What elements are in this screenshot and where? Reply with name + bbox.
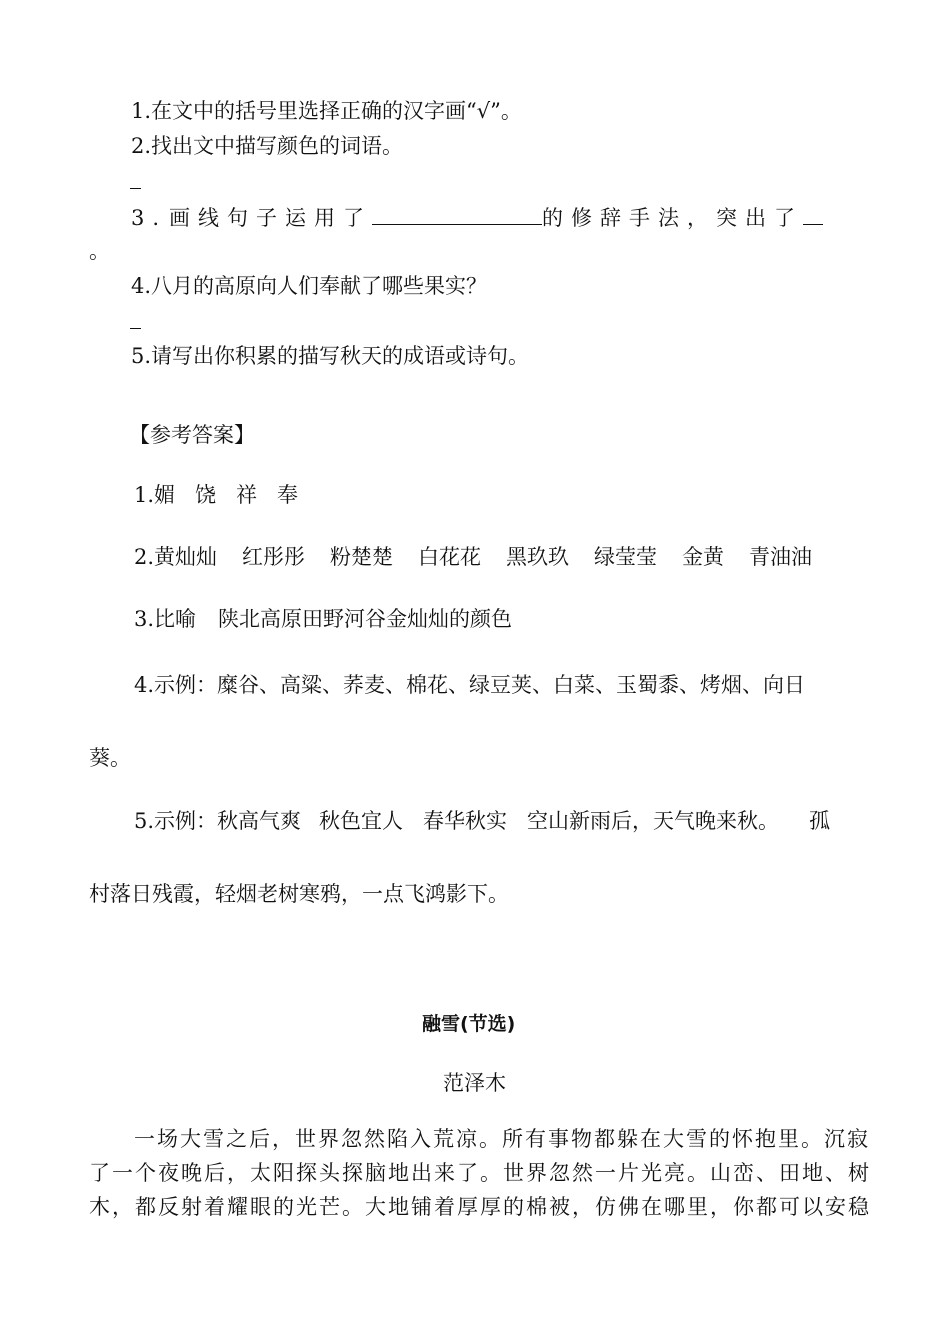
answer-item: 祥	[236, 483, 258, 507]
answer-item: 红彤彤	[242, 545, 306, 569]
question-text: 八月的高原向人们奉献了哪些果实？	[151, 274, 488, 298]
answer-1	[134, 482, 298, 508]
answer-item: 孤	[809, 809, 831, 833]
blank-line[interactable]	[130, 308, 141, 329]
question-3	[131, 204, 823, 231]
question-1	[131, 98, 522, 124]
answer-4-line-2: 葵。	[89, 746, 131, 770]
question-4	[131, 273, 487, 299]
essay-title: 融雪(节选)	[422, 1013, 516, 1035]
blank-line[interactable]	[372, 204, 542, 225]
question-text-part1: 画线句子运用了	[169, 206, 373, 230]
answer-2	[134, 544, 812, 570]
answer-item: 奉	[277, 483, 299, 507]
answer-3	[134, 606, 512, 632]
question-text: 请写出你积累的描写秋天的成语或诗句。	[151, 344, 530, 368]
answer-item: 金黄	[682, 545, 725, 569]
blank-line[interactable]	[803, 204, 823, 225]
essay-author: 范泽木	[443, 1071, 506, 1095]
answer-item: 绿莹莹	[594, 545, 658, 569]
question-text: 找出文中描写颜色的词语。	[151, 134, 404, 158]
answer-4-line-1: 4.示例：糜谷、高粱、荞麦、棉花、绿豆荚、白菜、玉蜀黍、烤烟、向日	[134, 673, 806, 697]
question-number: 2.	[131, 134, 152, 158]
answer-item: 青油油	[749, 545, 813, 569]
answer-blank-short[interactable]	[130, 308, 141, 335]
question-3-end: 。	[89, 239, 110, 263]
question-text-part2: 的修辞手法，突出了	[542, 206, 804, 230]
question-5	[131, 343, 529, 369]
answer-5-line-1	[134, 808, 830, 834]
answer-item: 1.媚	[134, 483, 176, 507]
question-2	[131, 133, 403, 159]
answer-item: 春华秋实	[423, 809, 508, 833]
answer-item: 粉楚楚	[330, 545, 394, 569]
answer-item: 黑玖玖	[506, 545, 570, 569]
blank-line[interactable]	[130, 168, 141, 189]
question-number: 1.	[131, 99, 152, 123]
answer-item: 陕北高原田野河谷金灿灿的颜色	[218, 607, 513, 631]
answer-item: 饶	[195, 483, 217, 507]
question-number: 4.	[131, 274, 152, 298]
answer-item: 3.比喻	[134, 607, 197, 631]
question-number: 5.	[131, 344, 152, 368]
question-number: 3.	[131, 206, 168, 230]
answer-item: 白花花	[418, 545, 482, 569]
answer-blank-short[interactable]	[130, 168, 141, 195]
answer-item: 空山新雨后，天气晚来秋。	[527, 809, 780, 833]
answer-5-line-2: 村落日残霞，轻烟老树寒鸦，一点飞鸿影下。	[89, 882, 509, 906]
answers-title: 【参考答案】	[129, 423, 255, 447]
essay-line-1: 一场大雪之后，世界忽然陷入荒凉。所有事物都躲在大雪的怀抱里。沉寂	[134, 1127, 870, 1151]
answer-item: 5.示例：秋高气爽	[134, 809, 302, 833]
answer-item: 秋色宜人	[319, 809, 404, 833]
question-text: 在文中的括号里选择正确的汉字画“√”。	[151, 99, 522, 123]
answer-item: 2.黄灿灿	[134, 545, 218, 569]
essay-line-3: 木，都反射着耀眼的光芒。大地铺着厚厚的棉被，仿佛在哪里，你都可以安稳	[89, 1195, 871, 1219]
essay-line-2: 了一个夜晚后，太阳探头探脑地出来了。世界忽然一片光亮。山峦、田地、树	[89, 1161, 871, 1185]
